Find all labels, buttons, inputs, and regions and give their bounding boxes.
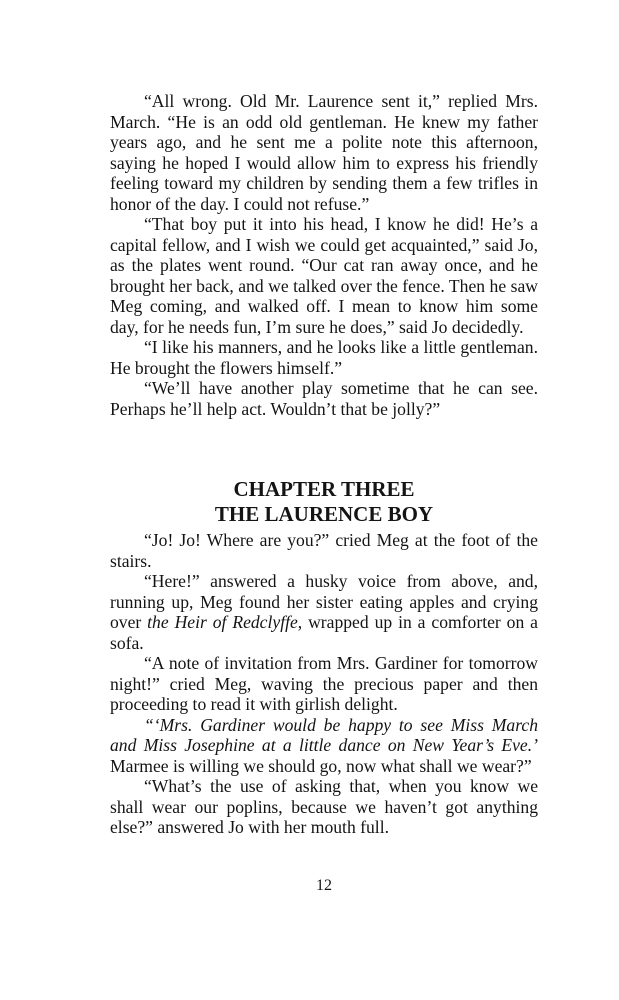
chapter-title: THE LAURENCE BOY <box>214 502 434 526</box>
paragraph: “All wrong. Old Mr. Laurence sent it,” replied Mrs. March. “He is an odd old gentleman. He knew my father years ago, and he sent me a polite note this afternoon, saying he hoped I would allow him to express his friendly feeling toward my children by sending them a few trifles in honor of the day. I could not refuse.” <box>110 91 538 214</box>
paragraph-text: , wrapped up in a comforter on a sofa. <box>110 612 538 653</box>
chapter-number: CHAPTER THREE <box>233 477 415 501</box>
text-block-before-chapter <box>110 91 538 419</box>
chapter-heading <box>110 477 538 527</box>
paragraph: “I like his manners, and he looks like a little gentleman. He brought the flowers himself.” <box>110 337 538 378</box>
paragraph: “What’s the use of asking that, when you know we shall wear our poplins, because we haven’t got anything else?” answered Jo with her mouth full. <box>110 776 538 837</box>
paragraph: “That boy put it into his head, I know he did! He’s a capital fellow, and I wish we could get acquainted,” said Jo, as the plates went round. “Our cat ran away once, and he brought her back, and we talked over the fence. Then he saw Meg coming, and walked off. I mean to know him some day, for he needs fun, I’m sure he does,” said Jo decidedly. <box>110 214 538 337</box>
paragraph <box>110 715 538 777</box>
paragraph-text: “Here!” answered a husky voice from above, and, running up, Meg found her sister eating apples and crying over <box>110 571 538 632</box>
page-number: 12 <box>316 877 332 894</box>
paragraph: “We’ll have another play sometime that he can see. Perhaps he’ll help act. Wouldn’t that be jolly?” <box>110 378 538 419</box>
paragraph: “A note of invitation from Mrs. Gardiner for tomorrow night!” cried Meg, waving the precious paper and then proceeding to read it with girlish delight. <box>110 653 538 714</box>
italic-quoted-note: “‘Mrs. Gardiner would be happy to see Miss March and Miss Josephine at a little dance on New Year’s Eve.’ <box>110 714 538 755</box>
text-block-chapter <box>110 530 538 838</box>
paragraph-text: Marmee is willing we should go, now what shall we wear?” <box>110 755 532 776</box>
italic-book-title: the Heir of Redclyffe <box>147 612 298 632</box>
paragraph: “Jo! Jo! Where are you?” cried Meg at the foot of the stairs. <box>110 530 538 571</box>
paragraph <box>110 571 538 653</box>
